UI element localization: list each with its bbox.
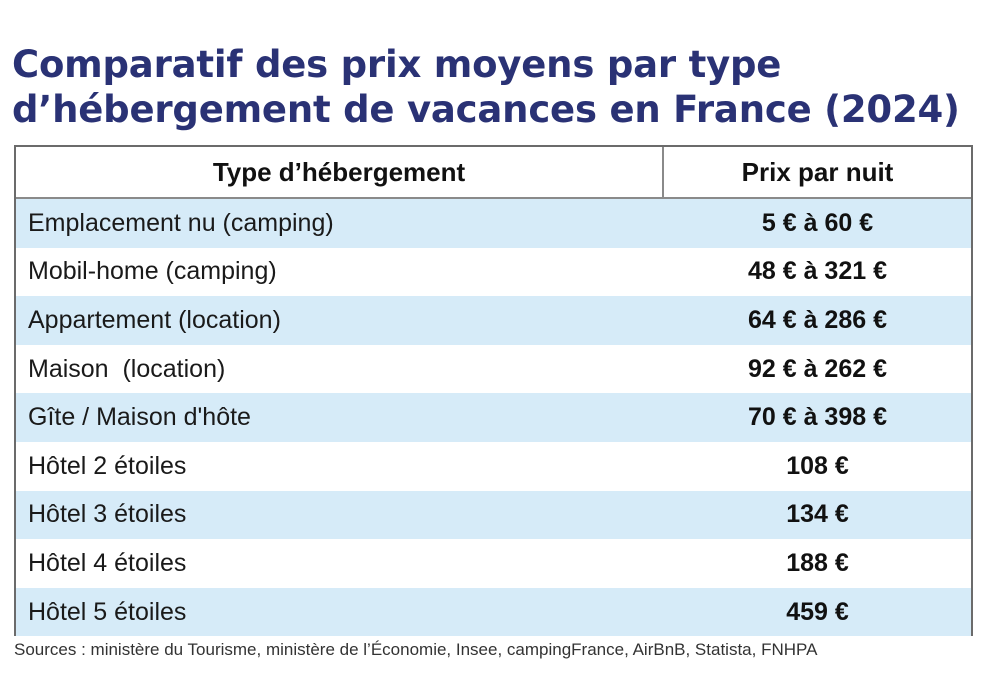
source-note: Sources : ministère du Tourisme, ministère de l’Économie, Insee, campingFrance, AirBnB, Statista, FNHPA <box>14 640 818 659</box>
cell-price: 92 € à 262 € <box>747 354 887 383</box>
cell-type: Mobil-home (camping) <box>28 257 277 286</box>
page-title: Comparatif des prix moyens par type d’hébergement de vacances en France (2024) <box>12 43 960 131</box>
cell-type: Hôtel 3 étoiles <box>28 500 187 529</box>
table-header <box>16 147 971 199</box>
table-row <box>16 442 971 491</box>
table-row <box>16 296 971 345</box>
cell-price: 48 € à 321 € <box>747 257 887 286</box>
cell-price: 64 € à 286 € <box>747 305 887 334</box>
cell-type: Hôtel 4 étoiles <box>28 548 187 577</box>
table-row <box>16 393 971 442</box>
cell-price: 459 € <box>786 597 849 626</box>
cell-price: 70 € à 398 € <box>747 403 887 432</box>
table-row <box>16 539 971 588</box>
cell-type: Gîte / Maison d'hôte <box>28 403 251 432</box>
table-row <box>16 248 971 297</box>
table-row <box>16 588 971 637</box>
table-row <box>16 199 971 248</box>
table-row <box>16 345 971 394</box>
cell-type: Emplacement nu (camping) <box>28 208 334 237</box>
cell-type: Appartement (location) <box>28 305 281 334</box>
table-row <box>16 491 971 540</box>
table-body <box>16 199 971 636</box>
column-header-price: Prix par nuit <box>741 156 894 187</box>
cell-type: Hôtel 5 étoiles <box>28 597 187 626</box>
cell-price: 108 € <box>786 451 849 480</box>
column-header-type: Type d’hébergement <box>16 147 664 197</box>
cell-type: Hôtel 2 étoiles <box>28 451 187 480</box>
cell-price: 188 € <box>786 548 849 577</box>
cell-price: 134 € <box>786 500 849 529</box>
cell-price: 5 € à 60 € <box>761 208 874 237</box>
cell-type: Maison (location) <box>28 354 226 383</box>
price-table <box>14 145 973 636</box>
